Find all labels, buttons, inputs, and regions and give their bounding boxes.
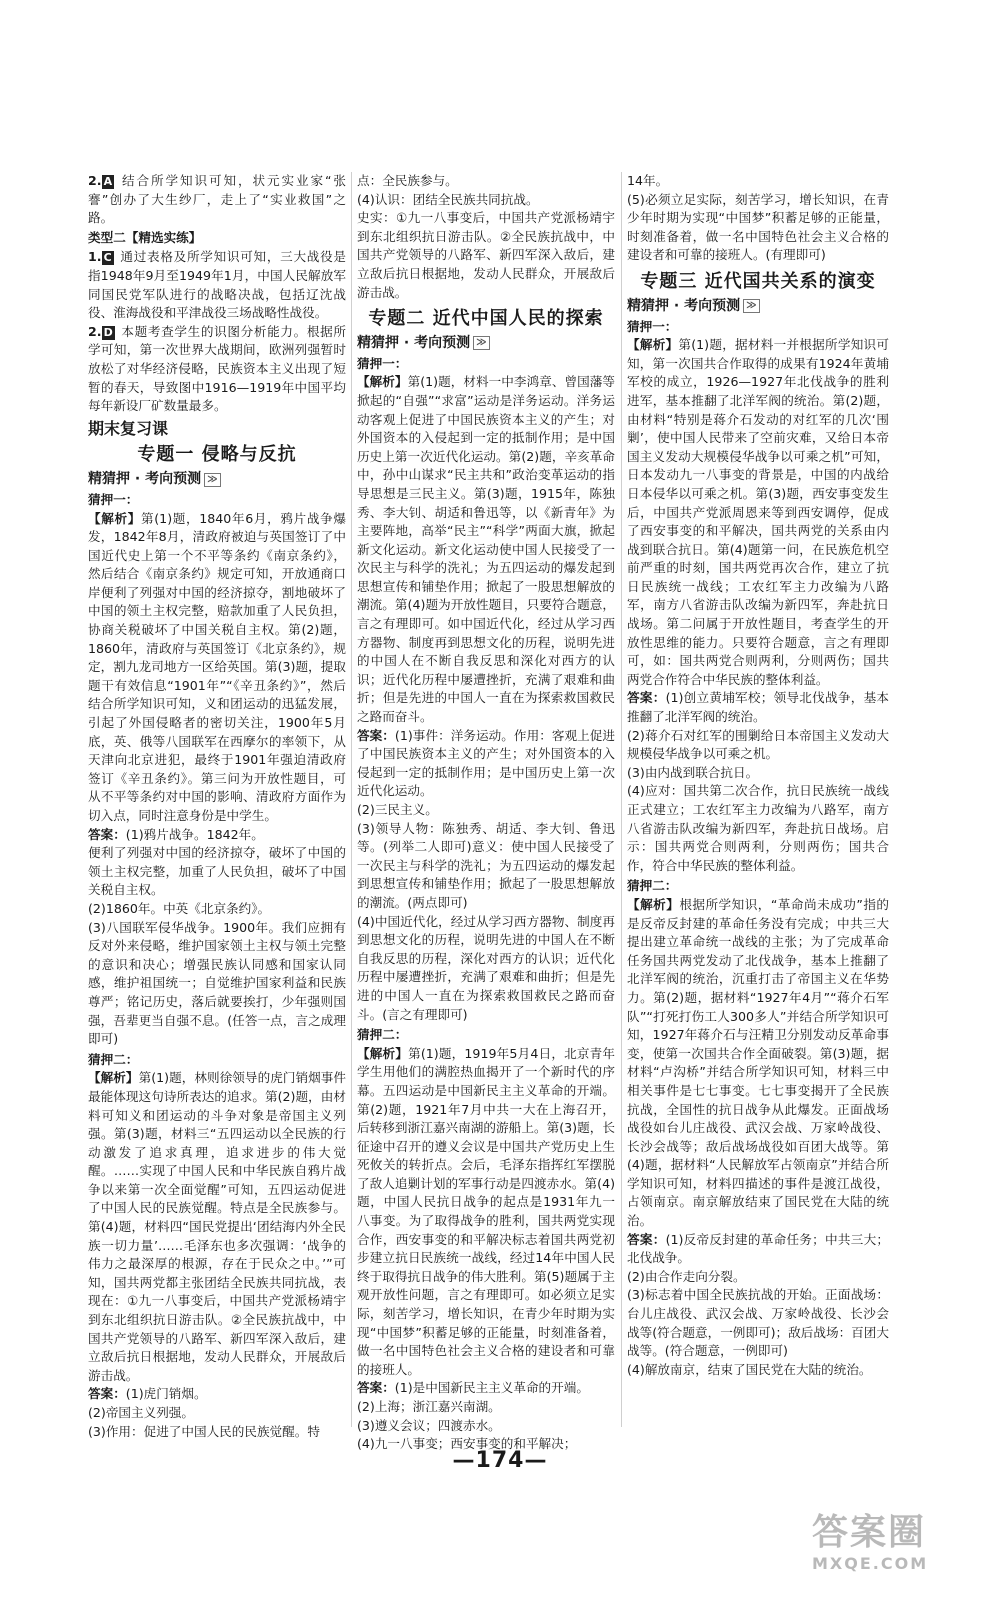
answer-line: (4)认识：团结全民族共同抗战。 bbox=[357, 191, 539, 207]
answer-line: (3)遵义会议；四渡赤水。 bbox=[357, 1417, 501, 1433]
answer-line: 答案：(1)是中国新民主主义革命的开端。 bbox=[357, 1380, 589, 1396]
topic-title: 专题三 近代国共关系的演变 bbox=[640, 270, 876, 292]
guess-heading: 猜押二： bbox=[88, 1051, 139, 1067]
answer-line: 14年。 bbox=[627, 173, 669, 188]
guess-heading: 猜押一： bbox=[357, 355, 408, 371]
guess-heading: 猜押一： bbox=[627, 318, 678, 334]
answer-line: 便利了列强对中国的经济掠夺，破坏了中国的领土主权完整，加重了人民负担，破坏了中国关税自主权。 bbox=[88, 845, 346, 898]
answer-line: 史实：①九一八事变后，中国共产党派杨靖宇到东北组织抗日游击队。②全民族抗战中，中国共产党领导的八路军、新四军深入敌后，建立敌后抗日根据地，发动人民群众，开展敌后游击战。 bbox=[357, 210, 615, 300]
answer-line: (2)1860年。中英《北京条约》。 bbox=[88, 900, 271, 916]
answer-line: (3)领导人物：陈独秀、胡适、李大钊、鲁迅等。(列举二人即可)意义：使中国人民接受了一次民主与科学的洗礼；为五四运动的爆发起到思想宣传和铺垫作用；掀起了一股思想解放的潮流。(两点即可) bbox=[357, 820, 615, 910]
answer-choice-badge: D bbox=[103, 325, 113, 339]
guess-heading: 猜押二： bbox=[357, 1027, 408, 1043]
page-number: —174— bbox=[452, 1448, 548, 1473]
answer-line: (3)标志着中国全民族抗战的开始。正面战场：台儿庄战役、武汉会战、万家岭战役、长沙会战等(符合题意，一例即可)；敌后战场：百团大战等。(符合题意，一例即可) bbox=[627, 1287, 889, 1359]
review-heading: 期末复习课 bbox=[88, 418, 169, 438]
double-arrow-icon: ≫ bbox=[743, 299, 759, 313]
guess-heading: 猜押二： bbox=[627, 878, 678, 894]
answer-choice-badge: C bbox=[103, 251, 112, 265]
topic-title: 专题一 侵略与反抗 bbox=[137, 444, 297, 466]
analysis-paragraph: 【解析】第(1)题，林则徐领导的虎门销烟事件最能体现这句诗所表达的追求。第(2)题，由材料可知义和团运动的斗争对象是帝国主义列强。第(3)题，材料三“五四运动以全民族的行动激发了追求真理，追求进步的伟大觉醒。……实现了中国人民和中华民族自鸦片战争以来第一次全面觉醒”可知，五四运动促进了中国人民的民族觉醒。特点是全民族参与。第(4)题，材料四“国民党提出‘团结海内外全民族一切力量’……毛泽东也多次强调：‘战争的伟力之最深厚的根源，存在于民众之中。’”可知，国共两党都主张团结全民族共同抗战，表现在：①九一八事变后，中国共产党派杨靖宇到东北组织抗日游击队。②全民族抗战中，中国共产党领导的八路军、新四军深入敌后，建立敌后抗日根据地，发动人民群众，开展敌后游击战。 bbox=[88, 1070, 346, 1383]
answer-line: (4)中国近代化，经过从学习西方器物、制度再到思想文化的历程，说明先进的中国人在不断自我反思的历程，深化对西方的认识；近代化历程中屡遭挫折，充满了艰难和曲折；但是先进的中国人一直在为探索救国救民之路而奋斗。(言之有理即可) bbox=[357, 913, 615, 1022]
column-left bbox=[88, 172, 346, 1442]
double-arrow-icon: ≫ bbox=[473, 336, 489, 350]
question-item: 2. A 结合所学知识可知，状元实业家“张謇”创办了大生纱厂，走上了“实业救国”之路。 bbox=[88, 173, 346, 226]
analysis-paragraph: 【解析】第(1)题，据材料一并根据所学知识可知，第一次国共合作取得的成果有1924年黄埔军校的成立，1926—1927年北伐战争的胜利进军，基本推翻了北洋军阀的统治。第(2)题，由材料“特别是蒋介石发动的对红军的几次‘围剿’，使中国人民带来了空前灾难，又给日本帝国主义发动大规模侵华战争以可乘之机”可知，日本发动九一八事变的背景是，中国的内战给日本侵华以可乘之机。第(3)题，西安事变发生后，中国共产党派周恩来等到西安调停，促成了西安事变的和平解决，国共两党的关系由内战到联合抗日。第(4)题第一问，在民族危机空前严重的时刻，国共两党再次合作，建立了抗日民族统一战线；工农红军主力改编为八路军，南方八省游击队改编为新四军，奔赴抗日战场。第二问属于开放性题目，考查学生的开放性思维的能力。只要符合题意，言之有理即可，如：国共两党合则两利，分则两伤；国共两党合作符合中华民族的整体利益。 bbox=[627, 337, 890, 687]
type-heading: 类型二【精选实练】 bbox=[88, 229, 202, 245]
question-item: 2. D 本题考查学生的识图分析能力。根据所学可知，第一次世界大战期间，欧洲列强暂时放松了对华经济侵略，民族资本主义出现了短暂的春天，导致图中1916—1919年中国平均每年新设厂矿数量最多。 bbox=[88, 323, 346, 414]
analysis-paragraph: 【解析】第(1)题，材料一中李鸿章、曾国藩等掀起的“自强”“求富”运动是洋务运动。洋务运动客观上促进了中国民族资本主义的产生；对外国资本的入侵起到一定的抵制作用；是中国历史上第一次近代化运动。第(2)题，辛亥革命中，孙中山谋求“民主共和”政治变革运动的指导思想是三民主义。第(3)题，1915年，陈独秀、李大钊、胡适和鲁迅等，以《新青年》为主要阵地，高举“民主”“科学”两面大旗，掀起新文化运动。新文化运动使中国人民接受了一次民主与科学的洗礼；为五四运动的爆发起到思想宣传和铺垫作用；掀起了一股思想解放的潮流。第(4)题为开放性题目，只要符合题意，言之有理即可。如中国近代化，经过从学习西方器物、制度再到思想文化的历程，说明先进的中国人在不断自我反思和深化对西方的认识；近代化历程中屡遭挫折，充满了艰难和曲折；但是先进的中国人一直在为探索救国救民之路而奋斗。 bbox=[357, 374, 615, 725]
answer-line: (3)作用：促进了中国人民的民族觉醒。特 bbox=[88, 1423, 320, 1439]
answer-line: (2)上海；浙江嘉兴南湖。 bbox=[357, 1399, 501, 1414]
answer-line: (5)必须立足实际，刻苦学习，增长知识，在青少年时期为实现“中国梦”积蓄足够的正能量，时刻准备着，做一名中国特色社会主义合格的建设者和可靠的接班人。(有理即可) bbox=[627, 191, 889, 263]
answer-line: (4)九一八事变；西安事变的和平解决； bbox=[357, 1436, 577, 1452]
answer-line: 答案：(1)创立黄埔军校；领导北伐战争，基本推翻了北洋军阀的统治。 bbox=[627, 690, 890, 725]
answer-line: 答案：(1)反帝反封建的革命任务；中共三大；北伐战争。 bbox=[627, 1231, 890, 1266]
answer-line: 答案：(1)虎门销烟。 bbox=[88, 1386, 207, 1402]
answer-line: (2)三民主义。 bbox=[357, 802, 438, 817]
question-item: 1. C 通过表格及所学知识可知，三大战役是指1948年9月至1949年1月，中国人民解放军同国民党军队进行的战略决战，包括辽沈战役、淮海战役和平津战役三场战略性战役。 bbox=[88, 249, 346, 321]
section-banner: 精猜押 · 考向预测 ≫ bbox=[357, 334, 615, 353]
guess-heading: 猜押一： bbox=[88, 491, 139, 507]
section-banner: 精猜押 · 考向预测 ≫ bbox=[88, 470, 346, 489]
column-divider bbox=[351, 172, 352, 1427]
answer-line: (3)由内战到联合抗日。 bbox=[627, 764, 759, 780]
watermark-url: MXQE.COM bbox=[812, 1554, 929, 1573]
answer-line: 答案：(1)鸦片战争。1842年。 bbox=[88, 826, 264, 842]
answer-line: (3)八国联军侵华战争。1900年。我们应拥有反对外来侵略，维护国家领土主权与领土完整的意识和决心；增强民族认同感和国家认同感，维护祖国统一；自觉维护国家利益和民族尊严；铭记历史，落后就要挨打，少年强则国强，吾辈更当自强不息。(任答一点，言之成理即可) bbox=[88, 919, 346, 1047]
answer-line: (2)帝国主义列强。 bbox=[88, 1405, 194, 1420]
topic-title: 专题二 近代中国人民的探索 bbox=[368, 308, 604, 330]
column-divider bbox=[621, 172, 622, 1427]
watermark-logo bbox=[812, 1512, 972, 1582]
answer-choice-badge: A bbox=[103, 175, 113, 188]
analysis-paragraph: 【解析】第(1)题，1840年6月，鸦片战争爆发，1842年8月，清政府被迫与英国签订了中国近代史上第一个不平等条约《南京条约》，然后结合《南京条约》规定可知，开放通商口岸便利了列强对中国的经济掠夺，割地破坏了中国的领土主权完整，赔款加重了人民负担，协商关税破坏了中国关税自主权。第(2)题，1860年，清政府与英国签订《北京条约》，规定，割九龙司地方一区给英国。第(3)题，提取题干有效信息“1901年”“《辛丑条约》”，然后结合所学知识可知，义和团运动的迅猛发展，引起了外国侵略者的密切关注，1900年5月底，英、俄等八国联军在西摩尔的率领下，从天津向北京进犯，最终于1901年强迫清政府签订《辛丑条约》。第三问为开放性题目，可从不平等条约对中国的影响、清政府方面作为切入点，同时注意身份是中学生。 bbox=[88, 510, 347, 823]
answer-line: 答案：(1)事件：洋务运动。作用：客观上促进了中国民族资本主义的产生；对外国资本的入侵起到一定的抵制作用；是中国历史上第一次近代化运动。 bbox=[357, 727, 615, 799]
answer-line: (2)蒋介石对红军的围剿给日本帝国主义发动大规模侵华战争以可乘之机。 bbox=[627, 727, 889, 762]
column-right bbox=[627, 172, 889, 1442]
answer-line: (2)由合作走向分裂。 bbox=[627, 1268, 746, 1284]
answer-line: (4)应对：国共第二次合作，抗日民族统一战线正式建立；工农红军主力改编为八路军，南方八省游击队改编为新四军，奔赴抗日战场。启示：国共两党合则两利，分则两伤；国共合作，符合中华民族的整体利益。 bbox=[627, 783, 889, 873]
answer-line: (4)解放南京，结束了国民党在大陆的统治。 bbox=[627, 1361, 872, 1377]
section-banner: 精猜押 · 考向预测 ≫ bbox=[627, 297, 889, 316]
watermark-text: 答案圈 bbox=[812, 1512, 927, 1553]
answer-line: 点：全民族参与。 bbox=[357, 173, 458, 188]
column-middle bbox=[357, 172, 616, 1452]
double-arrow-icon: ≫ bbox=[204, 473, 220, 487]
analysis-paragraph: 【解析】根据所学知识，“革命尚未成功”指的是反帝反封建的革命任务没有完成；中共三大提出建立革命统一战线的主张；为了完成革命任务国共两党发动了北伐战争，基本上推翻了北洋军阀的统治，沉重打击了帝国主义在华势力。第(2)题，据材料“1927年4月”“蒋介石军队”“打死打伤工人300多人”并结合所学知识可知，1927年蒋介石与汪精卫分别发动反革命事变，使第一次国共合作全面破裂。第(3)题，据材料“卢沟桥”并结合所学知识可知，材料三中相关事件是七七事变。七七事变揭开了全民族抗战，全国性的抗日战争从此爆发。正面战场战役如台儿庄战役、武汉会战、万家岭战役、长沙会战等；敌后战场战役如百团大战等。第(4)题，据材料“人民解放军占领南京”并结合所学知识可知，材料四描述的事件是渡江战役，占领南京。南京解放结束了国民党在大陆的统治。 bbox=[627, 896, 889, 1229]
analysis-paragraph: 【解析】第(1)题，1919年5月4日，北京青年学生用他们的满腔热血揭开了一个新时代的序幕。五四运动是中国新民主主义革命的开端。第(2)题，1921年7月中共一大在上海召开，后转移到浙江嘉兴南湖的游船上。第(3)题，长征途中召开的遵义会议是中国共产党历史上生死攸关的转折点。会后，毛泽东指挥红军摆脱了敌人追剿计划的军事行动是四渡赤水。第(4)题，中国人民抗日战争的起点是1931年九一八事变。为了取得战争的胜利，国共两党实现合作，西安事变的和平解决标志着国共两党初步建立抗日民族统一战线，经过14年中国人民终于取得抗日战争的伟大胜利。第(5)题属于主观开放性问题，言之有理即可。如必须立足实际，刻苦学习，增长知识，在青少年时期为实现“中国梦”积蓄足够的正能量，时刻准备着，做一名中国特色社会主义合格的建设者和可靠的接班人。 bbox=[357, 1045, 616, 1377]
